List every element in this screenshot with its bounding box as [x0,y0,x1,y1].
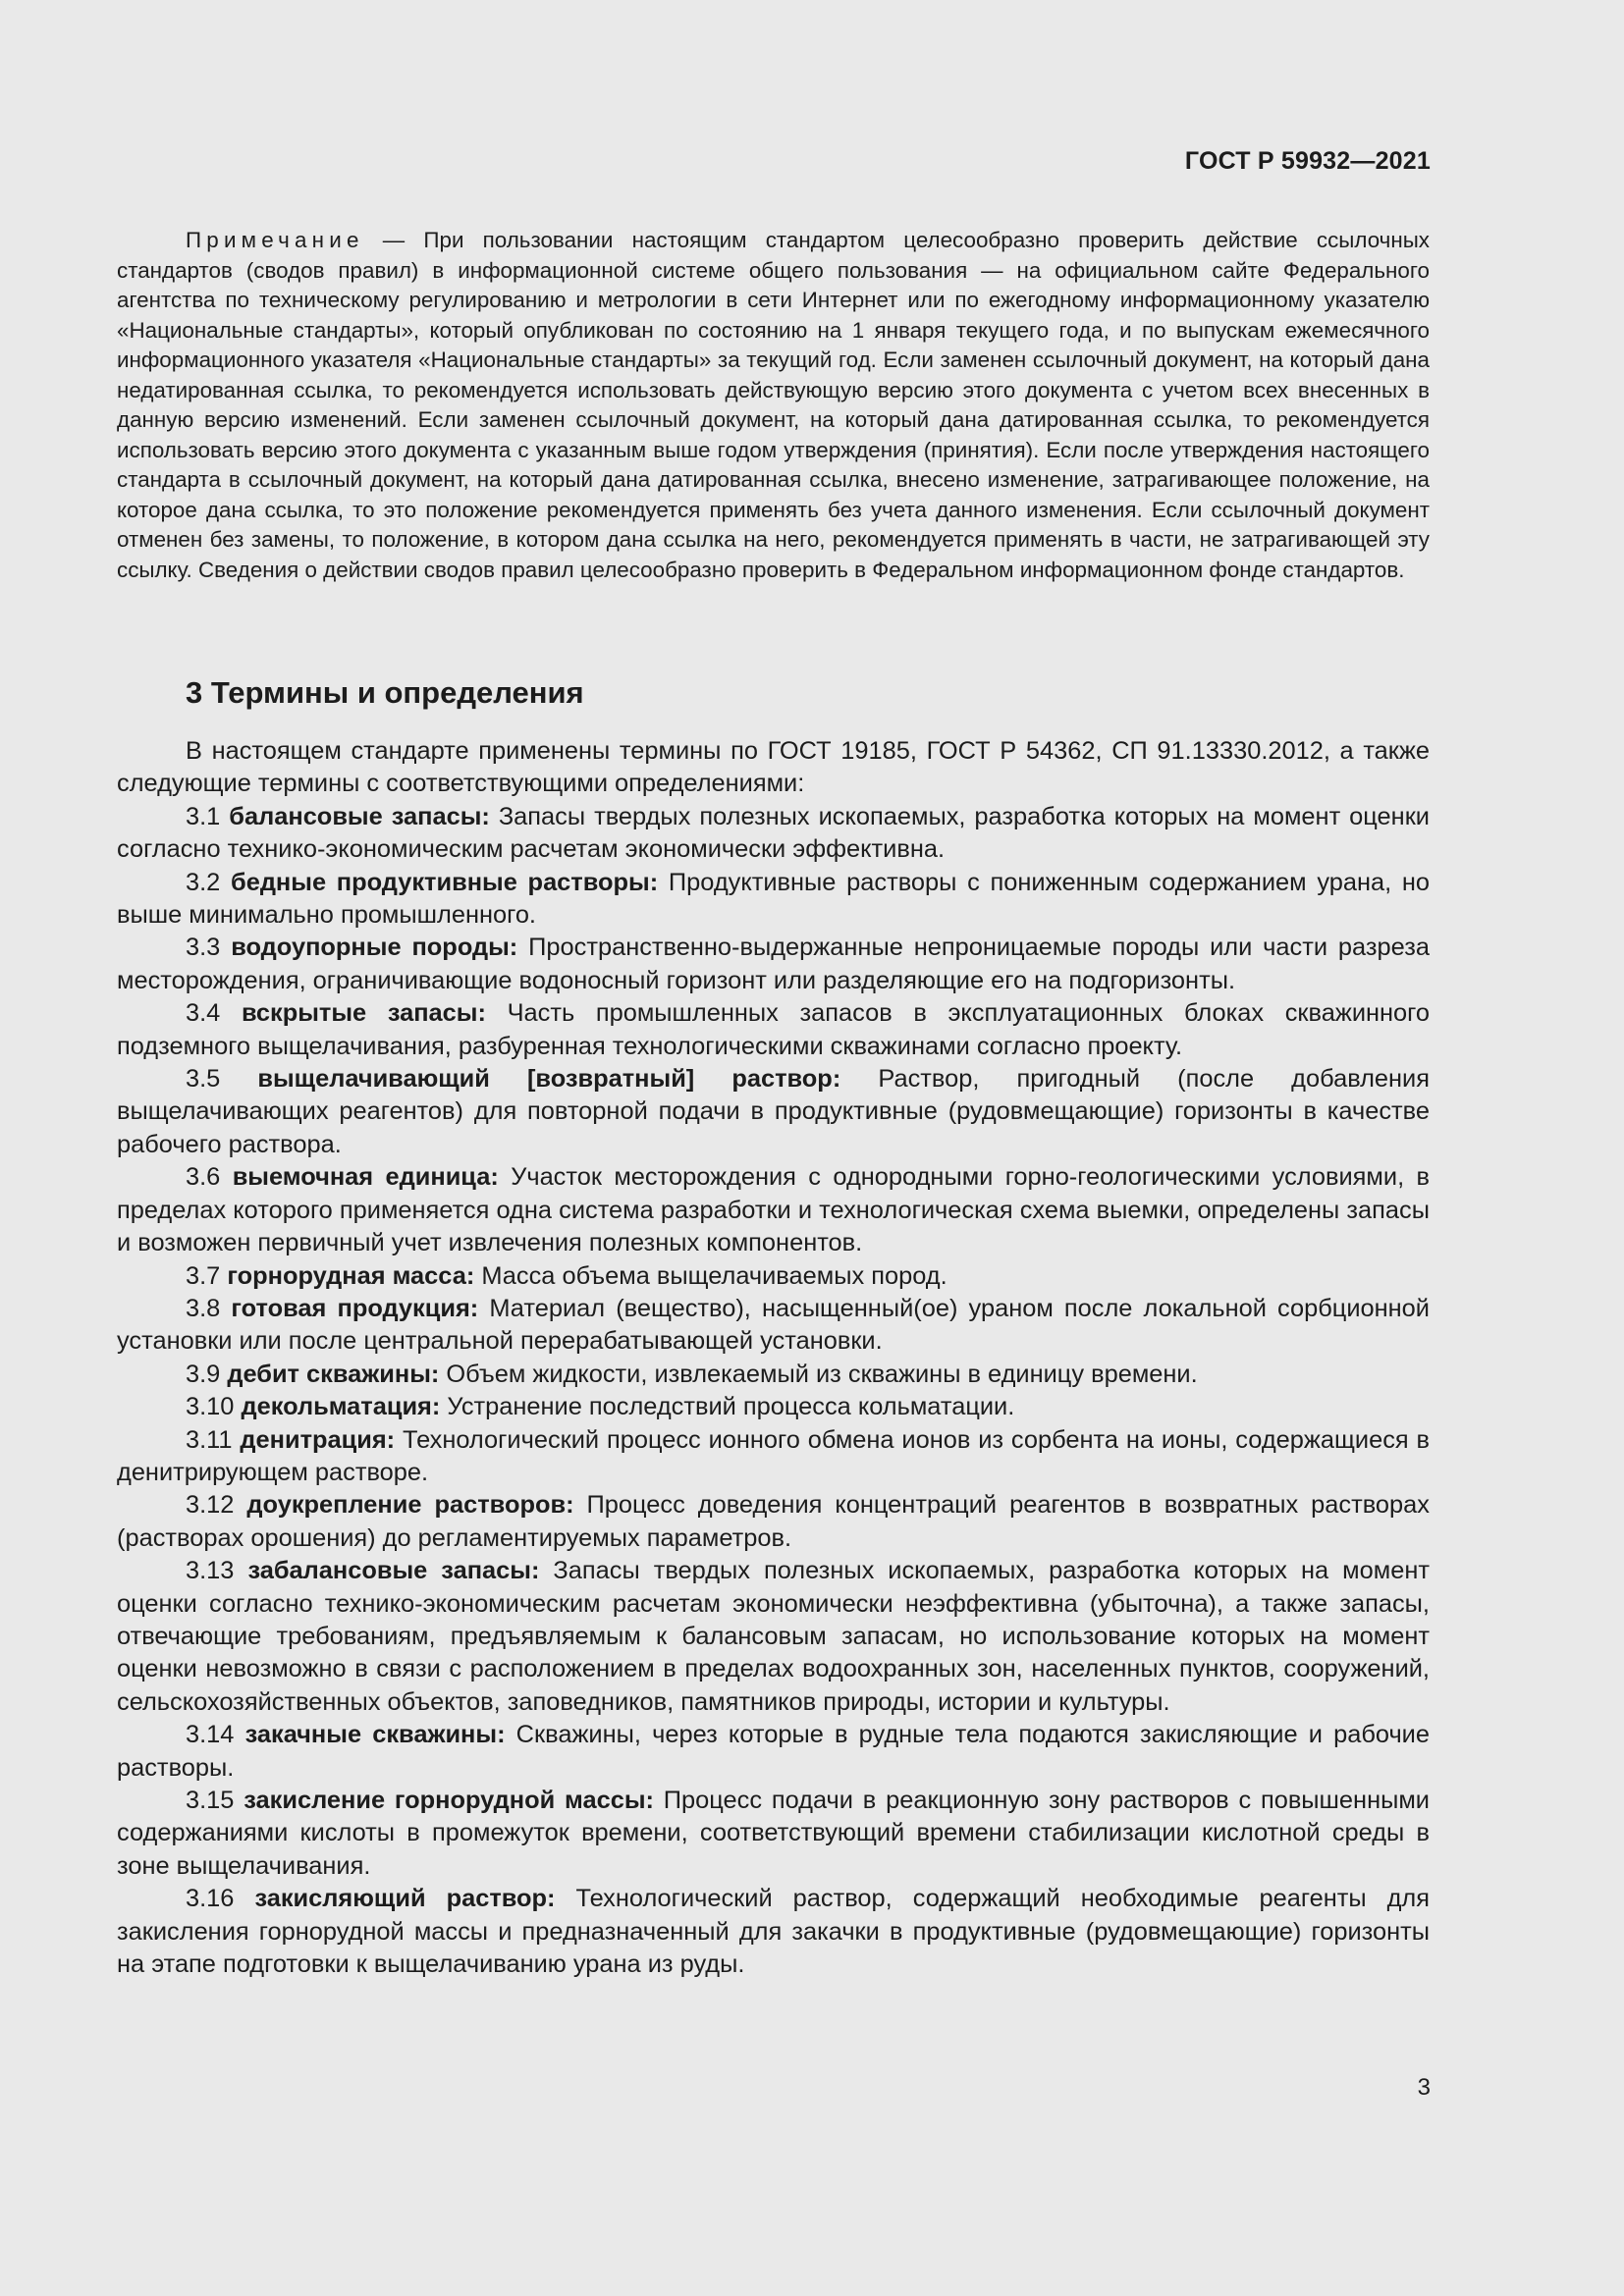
term-name: вскрытые запасы: [241,999,486,1028]
term-definition: Технологический процесс ионного обмена ионов из сорбента на ионы, содержащиеся в денитрирующем растворе. [117,1425,1430,1486]
note-label: Примечание [186,228,364,252]
section-body [117,735,1430,1981]
term-entry [117,1785,1430,1883]
term-entry [117,1719,1430,1785]
term-definition: Раствор, пригодный (после добавления выщелачивающих реагентов) для повторной подачи в продуктивные (рудовмещающие) горизонты в качестве рабочего раствора. [117,1065,1430,1158]
term-entry [117,1359,1430,1391]
section-title: 3 Термины и определения [186,675,584,710]
term-entry [117,1260,1430,1293]
term-definition: Скважины, через которые в рудные тела подаются закисляющие и рабочие растворы. [117,1721,1430,1782]
term-name: водоупорные породы: [231,934,518,962]
term-name: горнорудная масса: [227,1261,475,1290]
term-entry [117,1293,1430,1359]
term-name: доукрепление растворов: [246,1491,574,1520]
term-name: бедные продуктивные растворы: [231,868,659,896]
term-entry [117,1391,1430,1423]
term-definition: Объем жидкости, извлекаемый из скважины в единицу времени. [439,1360,1198,1388]
term-definition: Процесс подачи в реакционную зону растворов с повышенными содержаниями кислоты в промежуток времени, соответствующий времени стабилизации кислотной среды в зоне выщелачивания. [117,1787,1430,1880]
term-definition: Запасы твердых полезных ископаемых, разработка которых на момент оценки согласно технико-экономическим расчетам экономически неэффективна (убыточна), а также запасы, отвечающие требованиям, предъявляемым к балансовым запасам, но использование которых на момент оценки невозможно в связи с расположением в пределах водоохранных зон, населенных пунктов, сооружений, сельскохозяйственных объектов, заповедников, памятников природы, истории и культуры. [117,1557,1430,1716]
page-number: 3 [1417,2074,1431,2101]
term-number: 3.11 [186,1425,241,1454]
term-entry [117,1883,1430,1981]
term-entry [117,801,1430,867]
term-name: денитрация: [240,1425,396,1454]
term-entry [117,1161,1430,1259]
term-name: балансовые запасы: [229,802,490,830]
term-number: 3.1 [186,802,230,830]
term-definition: Масса объема выщелачиваемых пород. [474,1261,947,1290]
term-definition: Запасы твердых полезных ископаемых, разработка которых на момент оценки согласно технико-экономическим расчетам экономически эффективна. [117,802,1430,864]
term-definition: Участок месторождения с однородными горно-геологическими условиями, в пределах которого применяется одна система разработки и технологическая схема выемки, определены запасы и возможен первичный учет извлечения полезных компонентов. [117,1163,1431,1257]
term-entry [117,867,1430,933]
term-definition: Пространственно-выдержанные непроницаемые породы или части разреза месторождения, ограничивающие водоносный горизонт или разделяющие его на подгоризонты. [117,934,1430,994]
term-entry [117,1555,1430,1719]
term-number: 3.14 [186,1721,245,1749]
term-name: выемочная единица: [232,1163,499,1192]
term-number: 3.4 [186,999,242,1028]
term-number: 3.10 [186,1393,242,1421]
term-definition: Часть промышленных запасов в эксплуатационных блоках скважинного подземного выщелачивания, разбуренная технологическими скважинами согласно проекту. [117,999,1430,1060]
term-name: закисляющий раствор: [254,1885,556,1913]
term-number: 3.15 [186,1787,244,1814]
term-definition: Устранение последствий процесса кольматации. [440,1393,1015,1421]
term-number: 3.16 [186,1885,255,1913]
term-definition: Материал (вещество), насыщенный(ое) ураном после локальной сорбционной установки или после центральной перерабатывающей установки. [117,1294,1430,1356]
term-name: готовая продукция: [231,1294,479,1322]
term-entry [117,1063,1430,1161]
term-name: закачные скважины: [244,1721,506,1749]
document-code-header: ГОСТ Р 59932—2021 [1184,147,1431,175]
term-entry [117,932,1430,997]
note-text: — При пользовании настоящим стандартом целесообразно проверить действие ссылочных стандартов (сводов правил) в информационной системе общего пользования — на официальном сайте Федерального агентства по техническому регулированию и метрологии в сети Интернет или по ежегодному информационному указателю «Национальные стандарты», который опубликован по состоянию на 1 января текущего года, и по выпускам ежемесячного информационного указателя «Национальные стандарты» за текущий год. Если заменен ссылочный документ, на который дана недатированная ссылка, то рекомендуется использовать действующую версию этого документа с учетом всех внесенных в данную версию изменений. Если заменен ссылочный документ, на который дана датированная ссылка, то рекомендуется использовать версию этого документа с указанным выше годом утверждения (принятия). Если после утверждения настоящего стандарта в ссылочный документ, на который дана датированная ссылка, внесено изменение, затрагивающее положение, на которое дана ссылка, то это положение рекомендуется применять без учета данного изменения. Если ссылочный документ отменен без замены, то положение, в котором дана ссылка на него, рекомендуется применять в части, не затрагивающей эту ссылку. Сведения о действии сводов правил целесообразно проверить в Федеральном информационном фонде стандартов. [117,228,1430,582]
term-definition: Продуктивные растворы с пониженным содержанием урана, но выше минимально промышленного. [117,868,1431,930]
term-name: выщелачивающий [возвратный] раствор: [257,1065,841,1094]
term-number: 3.5 [186,1065,258,1094]
term-number: 3.7 [186,1261,228,1290]
term-entry [117,997,1430,1063]
term-definition: Процесс доведения концентраций реагентов в возвратных растворах (растворах орошения) до регламентируемых параметров. [117,1491,1430,1552]
term-number: 3.13 [186,1557,248,1585]
term-name: дебит скважины: [227,1360,440,1388]
term-number: 3.8 [186,1294,232,1322]
term-number: 3.6 [186,1163,233,1192]
term-name: забалансовые запасы: [247,1557,540,1585]
term-number: 3.3 [186,934,232,962]
section-intro: В настоящем стандарте применены термины по ГОСТ 19185, ГОСТ Р 54362, СП 91.13330.2012, а также следующие термины с соответствующими определениями: [117,737,1430,798]
term-number: 3.9 [186,1360,228,1388]
term-number: 3.2 [186,868,232,896]
term-number: 3.12 [186,1491,247,1520]
term-definition: Технологический раствор, содержащий необходимые реагенты для закисления горнорудной массы и предназначенный для закачки в продуктивные (рудовмещающие) горизонты на этапе подготовки к выщелачиванию урана из руды. [117,1885,1430,1979]
note-paragraph [117,226,1430,585]
term-entry [117,1489,1430,1555]
term-entry [117,1424,1430,1490]
term-name: закисление горнорудной массы: [244,1787,654,1814]
term-name: декольматация: [241,1393,441,1421]
